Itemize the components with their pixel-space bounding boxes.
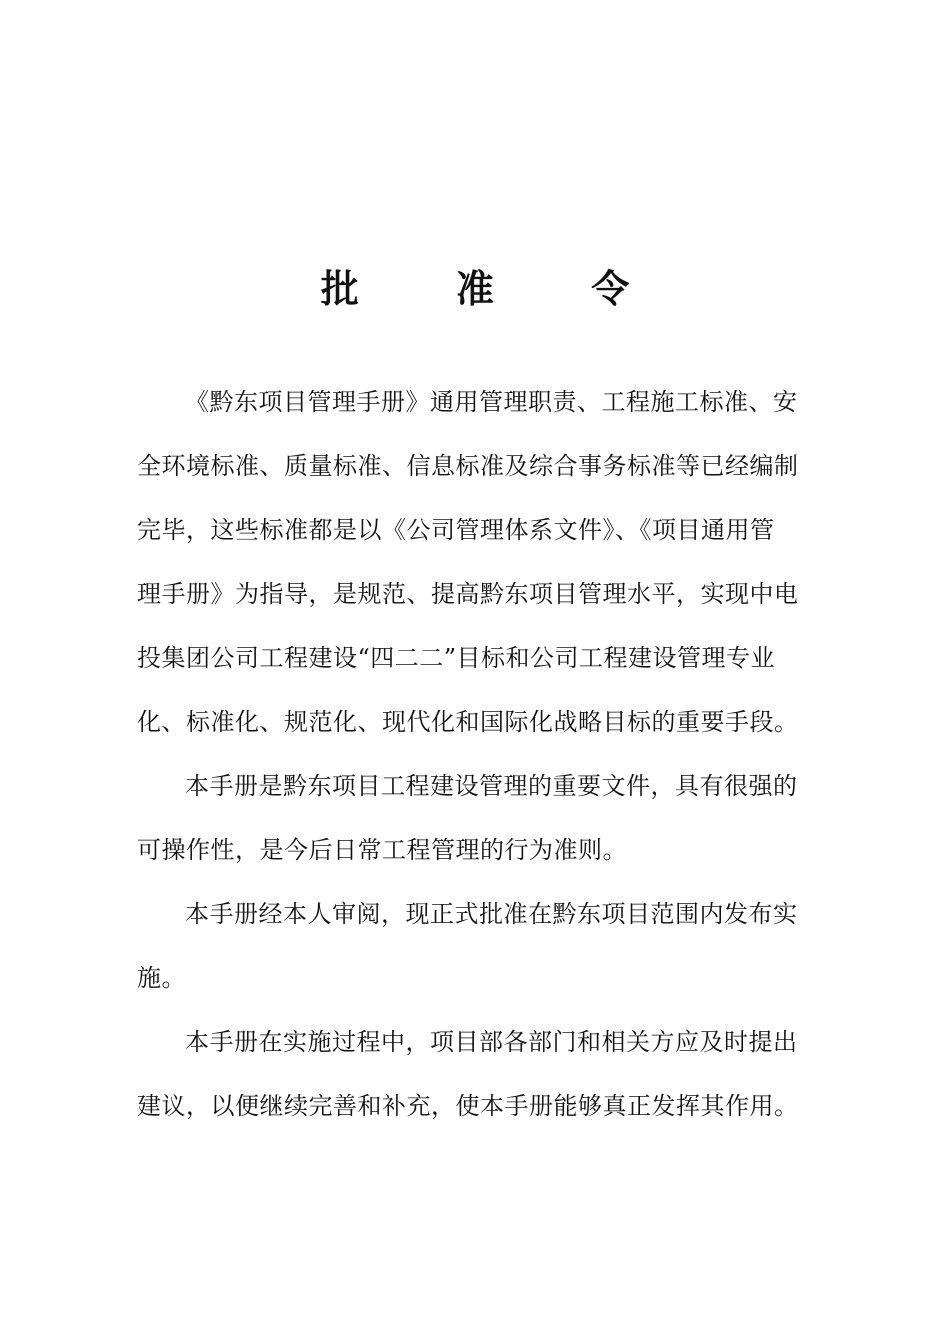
paragraph-line: 《黔东项目管理手册》通用管理职责、工程施工标准、安 [185,388,798,416]
paragraph-line: 施。 [137,964,186,992]
paragraph-line: 本手册经本人审阅，现正式批准在黔东项目范围内发布实 [185,900,798,928]
paragraph-4 [137,1018,837,1146]
paragraph-line: 化、标准化、规范化、现代化和国际化战略目标的重要手段。 [137,708,799,736]
document-body [137,378,837,1146]
paragraph-1 [137,378,837,762]
paragraph-3 [137,890,837,1018]
paragraph-line: 理手册》为指导，是规范、提高黔东项目管理水平，实现中电 [137,580,799,608]
paragraph-2 [137,762,837,890]
paragraph-line: 建议，以便继续完善和补充，使本手册能够真正发挥其作用。 [137,1092,799,1120]
paragraph-line: 本手册是黔东项目工程建设管理的重要文件，具有很强的 [185,772,798,800]
paragraph-line: 本手册在实施过程中，项目部各部门和相关方应及时提出 [185,1028,798,1056]
document-title: 批 准 令 [320,266,672,311]
paragraph-line: 完毕，这些标准都是以《公司管理体系文件》、《项目通用管 [137,516,775,544]
paragraph-line: 可操作性，是今后日常工程管理的行为准则。 [137,836,627,864]
paragraph-line: 全环境标准、质量标准、信息标准及综合事务标准等已经编制 [137,452,799,480]
paragraph-line: 投集团公司工程建设“四二二”目标和公司工程建设管理专业 [137,644,776,672]
